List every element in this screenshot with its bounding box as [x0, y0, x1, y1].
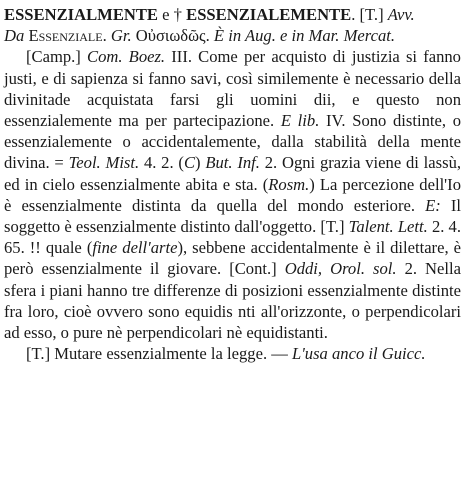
source-tag: . [T.]: [351, 5, 388, 24]
etymology-sep: .: [102, 26, 111, 46]
headword-variant: ESSENZIALEMENTE: [186, 5, 352, 24]
greek-sep: .: [205, 26, 214, 46]
source-ref: E:: [425, 195, 441, 215]
dictionary-entry: [4, 4, 461, 364]
quote-text: 2. Ogni grazia viene di lassù, ed in cielo essenzialmente abita e sta. (: [4, 153, 462, 194]
quote-text: ): [195, 153, 206, 173]
source-ref: L'usa anco il Guicc.: [292, 344, 426, 364]
quote-text: [T.] Mutare essenzialmente la legge. —: [26, 344, 293, 364]
source-ref: Rosm.: [268, 174, 310, 194]
etymology-source: Essenziale: [28, 26, 103, 46]
source-ref: E lib.: [280, 111, 320, 131]
greek-word: Οὐσιωδῶς: [135, 26, 206, 46]
source-ref: But. Inf.: [205, 153, 260, 173]
quote-text: ) La percezione dell'Io è essenzialmente distinta da quella del mondo esteriore.: [4, 174, 461, 215]
source-ref: C: [183, 153, 196, 173]
conjunction: e †: [158, 5, 187, 24]
source-ref: Oddi, Orol. sol.: [284, 259, 397, 279]
source-ref: Talent. Lett.: [348, 217, 428, 237]
quote-text: IV. Sono distinte, o essenzialemente o accidentalemente, dalla stabilità della mente divina. =: [4, 111, 461, 173]
usage-note-cont: Mercat.: [343, 26, 396, 46]
source-ref: Teol. Mist.: [68, 153, 140, 173]
source-ref: Com. Boez.: [87, 47, 166, 67]
citation-tag: [Camp.]: [26, 47, 88, 67]
final-paragraph: [4, 343, 461, 364]
quote-text: ), sebbene accidentalmente è il dilettare, è però essenzialmente il giovare. [Cont.]: [4, 238, 461, 279]
quote-text: 2. 4. 65. !! quale (: [4, 217, 461, 258]
part-of-speech: Avv.: [387, 5, 415, 24]
headword: ESSENZIALMENTE: [4, 5, 159, 24]
citations-paragraph: [4, 46, 461, 343]
entry-header: [4, 4, 461, 46]
etymology-prefix: Da: [4, 26, 29, 46]
quote-text: 2. Nella sfera i piani hanno tre differenze di posizioni essenzialmente distinte fra loro, cioè ovvero sono equidis nti all'orizzonte, o perpendicolari ad esso, o pure nè perpendicolari nè equidistanti.: [4, 259, 461, 343]
quote-text: Il soggetto è essenzialmente distinto dall'oggetto. [T.]: [4, 195, 461, 237]
quote-text: III. Come per acquisto di justizia si fanno justi, e di sapienza si fanno savi, così similemente è necessario della divinitade acquistata farsi gli uomini dii, e questo non essenzialemente ma per partecipazione.: [4, 47, 461, 131]
greek-label: Gr.: [110, 26, 136, 46]
source-ref: fine dell'arte: [92, 238, 178, 258]
quote-text: 4. 2. (: [139, 153, 184, 173]
usage-note: È in Aug. e in Mar.: [213, 26, 340, 46]
